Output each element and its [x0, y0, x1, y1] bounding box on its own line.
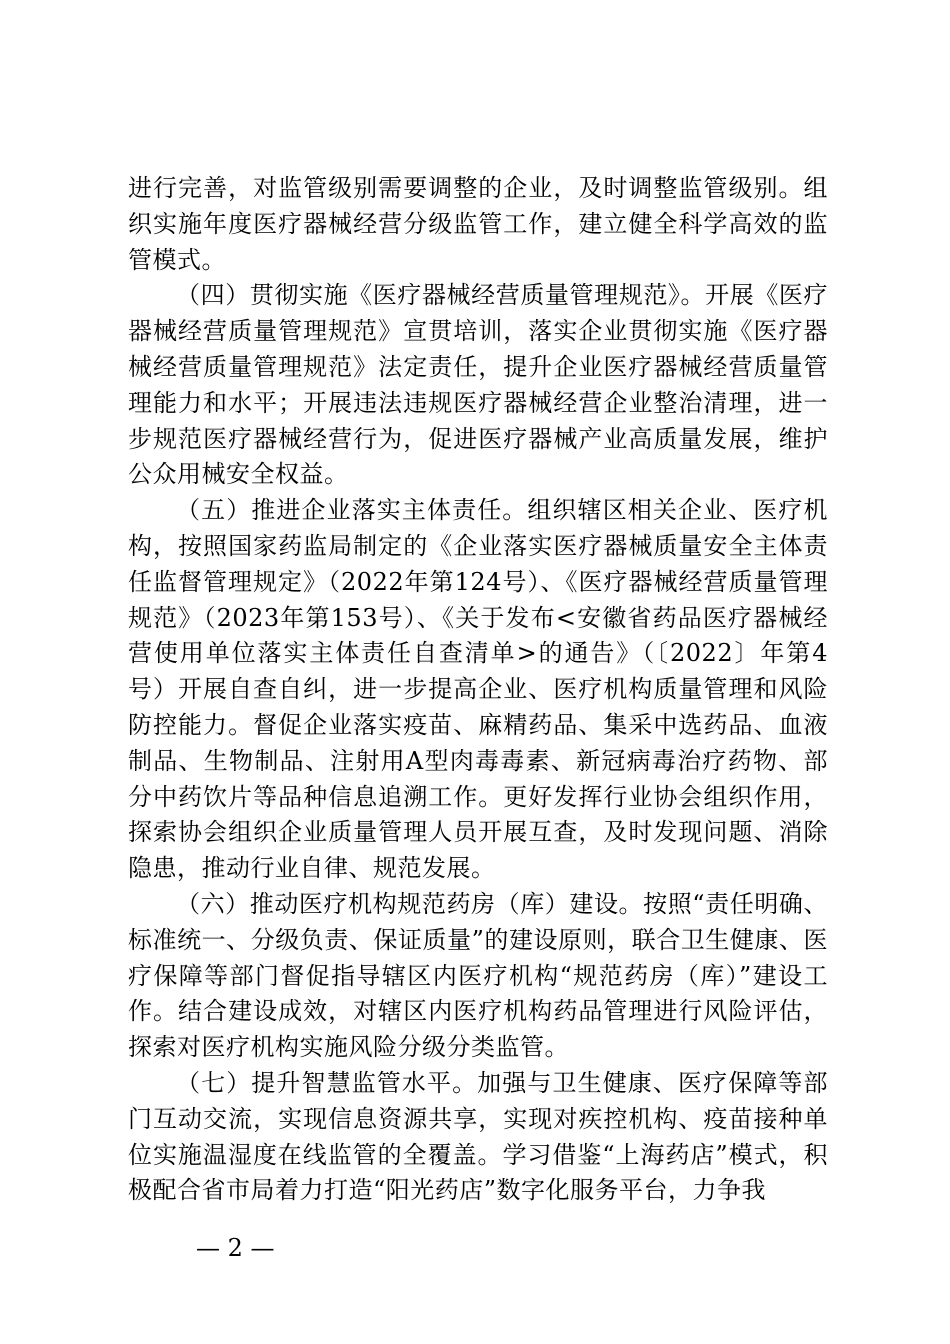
paragraph-section-7 [128, 1066, 828, 1209]
paragraph-text: 进行完善，对监管级别需要调整的企业，及时调整监管级别。组织实施年度医疗器械经营分级监管工作，建立健全科学高效的监管模式。 [128, 174, 828, 274]
paragraph-heading: （五）推进企业落实主体责任。 [176, 496, 528, 525]
paragraph-heading: （六）推动医疗机构规范药房（库）建设。 [176, 889, 644, 918]
paragraph-heading: （七）提升智慧监管水平。 [176, 1068, 478, 1097]
paragraph-section-6 [128, 887, 828, 1066]
paragraph-section-4 [128, 278, 828, 493]
paragraph-text: 开展《医疗器械经营质量管理规范》宣贯培训，落实企业贯彻实施《医疗器械经营质量管理规范》法定责任，提升企业医疗器械经营质量管理能力和水平；开展违法违规医疗器械经营企业整治清理，进一步规范医疗器械经营行为，促进医疗器械产业高质量发展，维护公众用械安全权益。 [128, 281, 829, 489]
page-number: — 2 — [196, 1234, 275, 1262]
paragraph-continuation [128, 171, 828, 278]
paragraph-section-5 [128, 493, 828, 887]
paragraph-heading: （四）贯彻实施《医疗器械经营质量管理规范》。 [176, 281, 706, 310]
paragraph-text: 加强与卫生健康、医疗保障等部门互动交流，实现信息资源共享，实现对疾控机构、疫苗接种单位实施温湿度在线监管的全覆盖。学习借鉴“上海药店”模式，积极配合省市局着力打造“阳光药店”数字化服务平台，力争我 [128, 1068, 829, 1205]
paragraph-text: 按照“责任明确、标准统一、分级负责、保证质量”的建设原则，联合卫生健康、医疗保障等部门督促指导辖区内医疗机构“规范药房（库）”建设工作。结合建设成效，对辖区内医疗机构药品管理进行风险评估，探索对医疗机构实施风险分级分类监管。 [128, 889, 828, 1062]
document-body [128, 171, 828, 1209]
paragraph-text: 组织辖区相关企业、医疗机构，按照国家药监局制定的《企业落实医疗器械质量安全主体责任监督管理规定》（2022年第124号）、《医疗器械经营质量管理规范》（2023年第153号）、《关于发布<安徽省药品医疗器械经营使用单位落实主体责任自查清单>的通告》（〔2022〕年第4号）开展自查自纠，进一步提高企业、医疗机构质量管理和风险防控能力。督促企业落实疫苗、麻精药品、集采中选药品、血液制品、生物制品、注射用A型肉毒毒素、新冠病毒治疗药物、部分中药饮片等品种信息追溯工作。更好发挥行业协会组织作用，探索协会组织企业质量管理人员开展互查，及时发现问题、消除隐患，推动行业自律、规范发展。 [128, 496, 829, 883]
